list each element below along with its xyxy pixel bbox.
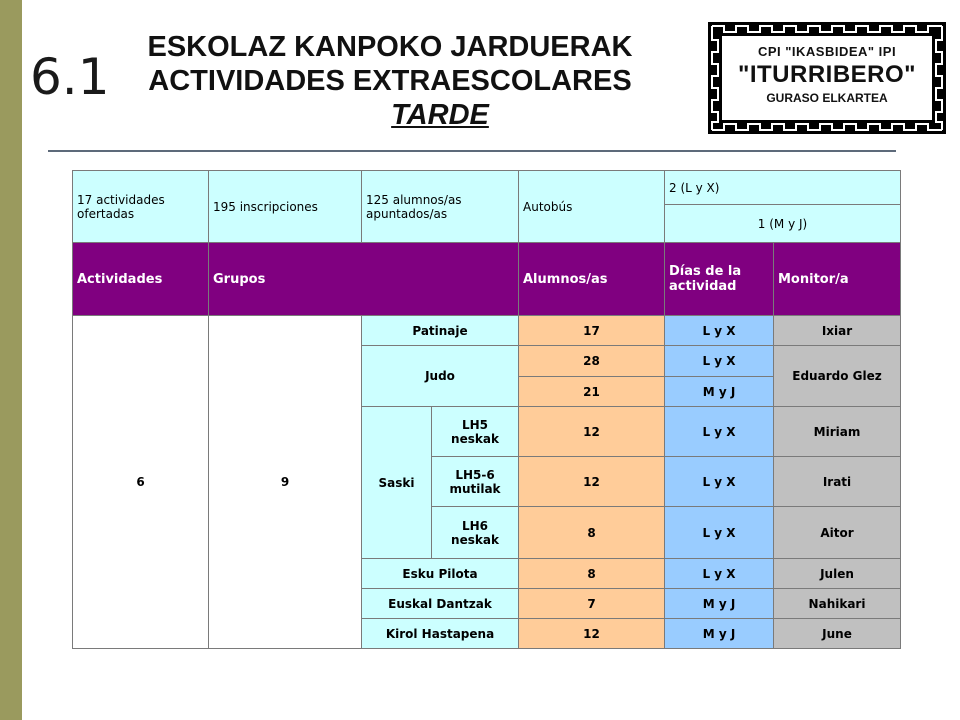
patinaje-students: 17 bbox=[519, 316, 665, 346]
esku-pilota-monitor: Julen bbox=[774, 559, 901, 589]
left-accent-bar bbox=[0, 0, 22, 720]
header-groups: Grupos bbox=[209, 243, 519, 316]
saski-g1-group: LH5 neskak bbox=[432, 407, 519, 457]
summary-bus-label: Autobús bbox=[519, 171, 665, 243]
kirol-hastapena-students: 12 bbox=[519, 619, 665, 649]
saski-g1-days: L y X bbox=[665, 407, 774, 457]
activity-saski: Saski bbox=[362, 407, 432, 559]
logo-line-1: CPI "IKASBIDEA" IPI bbox=[757, 44, 897, 59]
saski-g3-students: 8 bbox=[519, 507, 665, 559]
patinaje-days: L y X bbox=[665, 316, 774, 346]
summary-inscriptions: 195 inscripciones bbox=[209, 171, 362, 243]
euskal-dantzak-monitor: Nahikari bbox=[774, 589, 901, 619]
activity-judo: Judo bbox=[362, 346, 519, 407]
total-activities: 6 bbox=[73, 316, 209, 649]
table-row bbox=[73, 316, 901, 346]
logo-line-2: "ITURRIBERO" bbox=[737, 61, 917, 88]
judo-g1-students: 28 bbox=[519, 346, 665, 377]
saski-g2-days: L y X bbox=[665, 457, 774, 507]
summary-activities: 17 actividades ofertadas bbox=[73, 171, 209, 243]
saski-g2-students: 12 bbox=[519, 457, 665, 507]
judo-g2-days: M y J bbox=[665, 377, 774, 407]
header-activities: Actividades bbox=[73, 243, 209, 316]
header-days: Días de la actividad bbox=[665, 243, 774, 316]
saski-g2-group: LH5-6 mutilak bbox=[432, 457, 519, 507]
summary-row bbox=[73, 171, 901, 205]
summary-students: 125 alumnos/as apuntados/as bbox=[362, 171, 519, 243]
saski-g3-group: LH6 neskak bbox=[432, 507, 519, 559]
patinaje-monitor: Ixiar bbox=[774, 316, 901, 346]
title-line-3: TARDE bbox=[391, 99, 489, 131]
title-line-1: ESKOLAZ KANPOKO JARDUERAK bbox=[147, 31, 633, 63]
total-groups: 9 bbox=[209, 316, 362, 649]
slide-number: 6.1 bbox=[30, 48, 110, 106]
divider-rule bbox=[48, 150, 896, 152]
activity-esku-pilota: Esku Pilota bbox=[362, 559, 519, 589]
euskal-dantzak-students: 7 bbox=[519, 589, 665, 619]
header-row bbox=[73, 243, 901, 316]
header-monitor: Monitor/a bbox=[774, 243, 901, 316]
summary-bus-days-1: 2 (L y X) bbox=[665, 171, 901, 205]
judo-g2-students: 21 bbox=[519, 377, 665, 407]
kirol-hastapena-days: M y J bbox=[665, 619, 774, 649]
kirol-hastapena-monitor: June bbox=[774, 619, 901, 649]
title-block bbox=[110, 30, 670, 132]
activity-kirol-hastapena: Kirol Hastapena bbox=[362, 619, 519, 649]
summary-bus-days-2: 1 (M y J) bbox=[665, 205, 901, 243]
activity-patinaje: Patinaje bbox=[362, 316, 519, 346]
judo-g1-days: L y X bbox=[665, 346, 774, 377]
judo-monitor: Eduardo Glez bbox=[774, 346, 901, 407]
saski-g1-students: 12 bbox=[519, 407, 665, 457]
title-line-2: ACTIVIDADES EXTRAESCOLARES bbox=[148, 65, 632, 97]
saski-g1-monitor: Miriam bbox=[774, 407, 901, 457]
saski-g3-days: L y X bbox=[665, 507, 774, 559]
activities-table bbox=[72, 170, 901, 649]
header-students: Alumnos/as bbox=[519, 243, 665, 316]
esku-pilota-students: 8 bbox=[519, 559, 665, 589]
logo-panel bbox=[720, 34, 934, 122]
euskal-dantzak-days: M y J bbox=[665, 589, 774, 619]
activity-euskal-dantzak: Euskal Dantzak bbox=[362, 589, 519, 619]
school-logo bbox=[708, 22, 946, 134]
esku-pilota-days: L y X bbox=[665, 559, 774, 589]
saski-g3-monitor: Aitor bbox=[774, 507, 901, 559]
logo-line-3: GURASO ELKARTEA bbox=[766, 91, 888, 105]
saski-g2-monitor: Irati bbox=[774, 457, 901, 507]
